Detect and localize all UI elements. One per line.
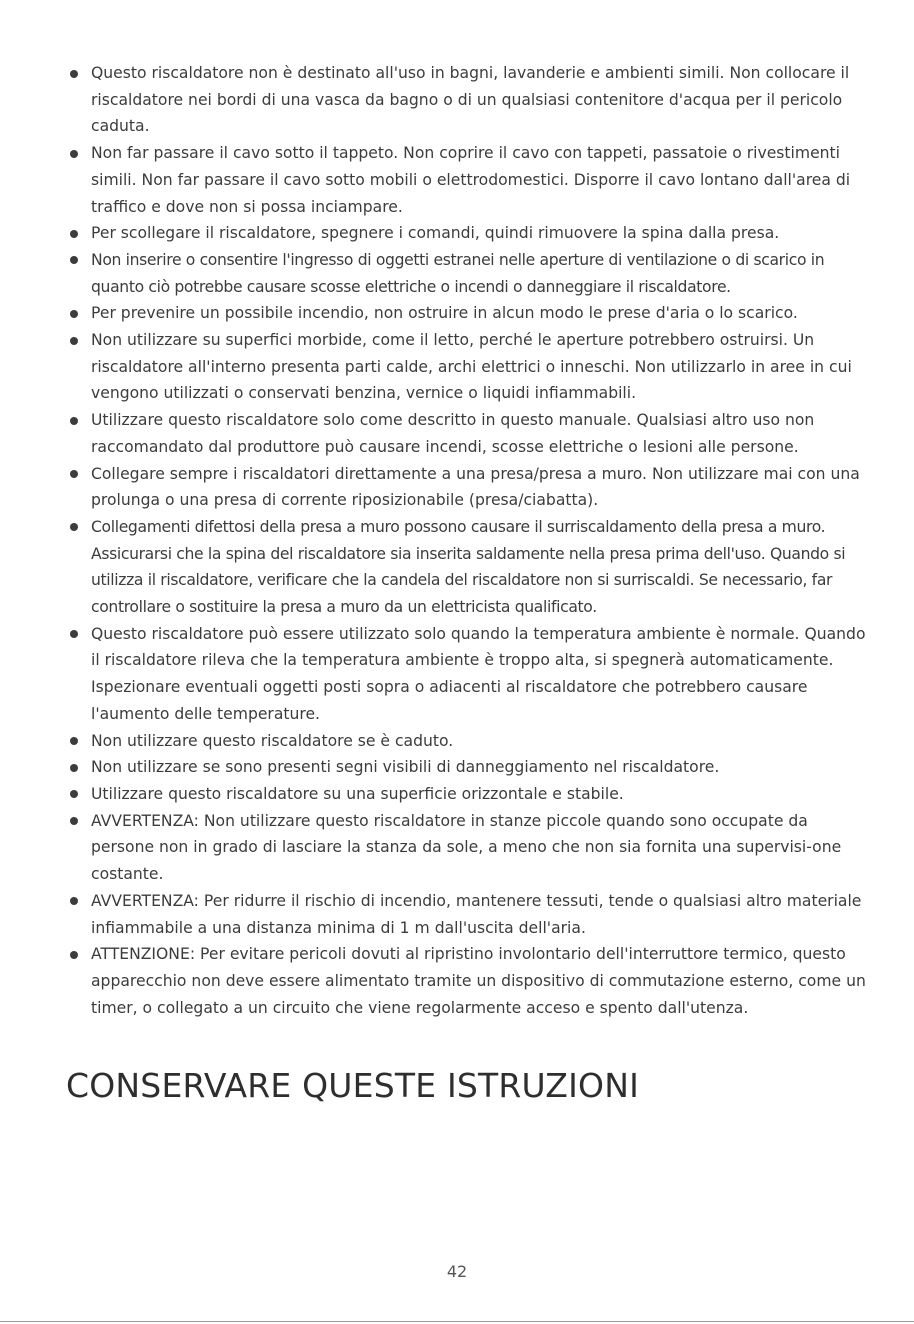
list-item	[66, 247, 866, 300]
list-item-text: Non utilizzare se sono presenti segni visibili di danneggiamento nel riscaldatore.	[91, 758, 720, 777]
list-item	[66, 754, 866, 781]
bullet-dot-icon	[70, 256, 78, 264]
list-item	[66, 808, 866, 888]
list-item-text: Non inserire o consentire l'ingresso di oggetti estranei nelle aperture di ventilazione o di scarico in quanto ciò potrebbe causare scosse elettriche o incendi o danneggiare il riscaldatore.	[91, 250, 825, 296]
list-item-text: Questo riscaldatore non è destinato all'uso in bagni, lavanderie e ambienti simili. Non collocare il riscaldatore nei bordi di una vasca da bagno o di un qualsiasi contenitore d'acqua per il pericolo caduta.	[91, 64, 850, 136]
bullet-dot-icon	[70, 737, 78, 745]
bottom-divider	[0, 1321, 914, 1322]
list-item	[66, 407, 866, 460]
list-item-text: Non far passare il cavo sotto il tappeto. Non coprire il cavo con tappeti, passatoie o rivestimenti simili. Non far passare il cavo sotto mobili o elettrodomestici. Disporre il cavo lontano dall'area di traffico e dove non si possa inciampare.	[91, 144, 851, 216]
bullet-dot-icon	[70, 630, 78, 638]
list-item-text: Per prevenire un possibile incendio, non ostruire in alcun modo le prese d'aria o lo scarico.	[91, 304, 798, 323]
bullet-dot-icon	[70, 310, 78, 318]
list-item	[66, 327, 866, 407]
safety-warnings-list	[66, 60, 866, 1021]
list-item	[66, 941, 866, 1021]
section-heading: CONSERVARE QUESTE ISTRUZIONI	[66, 1066, 640, 1105]
list-item	[66, 514, 866, 621]
list-item-text: Collegamenti difettosi della presa a muro possono causare il surriscaldamento della presa a muro. Assicurarsi che la spina del riscaldatore sia inserita saldamente nella presa prima dell'uso. Quando si utilizza il riscaldatore, verificare che la candela del riscaldatore non si surriscaldi. Se necessario, far controllare o sostituire la presa a muro da un elettricista qualificato.	[91, 517, 846, 617]
list-item	[66, 728, 866, 755]
list-item-text: ATTENZIONE: Per evitare pericoli dovuti al ripristino involontario dell'interruttore termico, questo apparecchio non deve essere alimentato tramite un dispositivo di commutazione esterno, come un timer, o collegato a un circuito che viene regolarmente acceso e spento dall'utenza.	[91, 945, 866, 1017]
list-item-text: Utilizzare questo riscaldatore su una superficie orizzontale e stabile.	[91, 784, 624, 803]
bullet-dot-icon	[70, 230, 78, 238]
list-item	[66, 461, 866, 514]
bullet-dot-icon	[70, 764, 78, 772]
list-item	[66, 781, 866, 808]
bullet-dot-icon	[70, 897, 78, 905]
list-item	[66, 220, 866, 247]
bullet-dot-icon	[70, 951, 78, 959]
list-item	[66, 621, 866, 728]
bullet-dot-icon	[70, 417, 78, 425]
list-item-text: Questo riscaldatore può essere utilizzato solo quando la temperatura ambiente è normale. Quando il riscaldatore rileva che la temperatura ambiente è troppo alta, si spegnerà automaticamente. Ispezionare eventuali oggetti posti sopra o adiacenti al riscaldatore che potrebbero causare l'aumento delle temperature.	[91, 624, 866, 723]
bullet-dot-icon	[70, 337, 78, 345]
bullet-dot-icon	[70, 150, 78, 158]
list-item-text: Utilizzare questo riscaldatore solo come descritto in questo manuale. Qualsiasi altro uso non raccomandato dal produttore può causare incendi, scosse elettriche o lesioni alle persone.	[91, 411, 815, 456]
list-item	[66, 60, 866, 140]
bullet-dot-icon	[70, 523, 78, 531]
page-number: 42	[446, 1262, 468, 1281]
list-item-text: Non utilizzare su superfici morbide, come il letto, perché le aperture potrebbero ostruirsi. Un riscaldatore all'interno presenta parti calde, archi elettrici o inneschi. Non utilizzarlo in aree in cui vengono utilizzati o conservati benzina, vernice o liquidi infiammabili.	[91, 331, 852, 403]
bullet-dot-icon	[70, 817, 78, 825]
bullet-dot-icon	[70, 70, 78, 78]
bullet-dot-icon	[70, 470, 78, 478]
list-item	[66, 888, 866, 941]
list-item-text: AVVERTENZA: Non utilizzare questo riscaldatore in stanze piccole quando sono occupate da persone non in grado di lasciare la stanza da sole, a meno che non sia fornita una supervisi-one costante.	[91, 811, 842, 884]
list-item	[66, 300, 866, 327]
list-item-text: AVVERTENZA: Per ridurre il rischio di incendio, mantenere tessuti, tende o qualsiasi altro materiale infiammabile a una distanza minima di 1 m dall'uscita dell'aria.	[91, 891, 862, 937]
list-item-text: Collegare sempre i riscaldatori direttamente a una presa/presa a muro. Non utilizzare mai con una prolunga o una presa di corrente riposizionabile (presa/ciabatta).	[91, 464, 860, 510]
list-item-text: Per scollegare il riscaldatore, spegnere i comandi, quindi rimuovere la spina dalla presa.	[91, 224, 780, 243]
list-item-text: Non utilizzare questo riscaldatore se è caduto.	[91, 731, 454, 750]
bullet-dot-icon	[70, 790, 78, 798]
list-item	[66, 140, 866, 220]
